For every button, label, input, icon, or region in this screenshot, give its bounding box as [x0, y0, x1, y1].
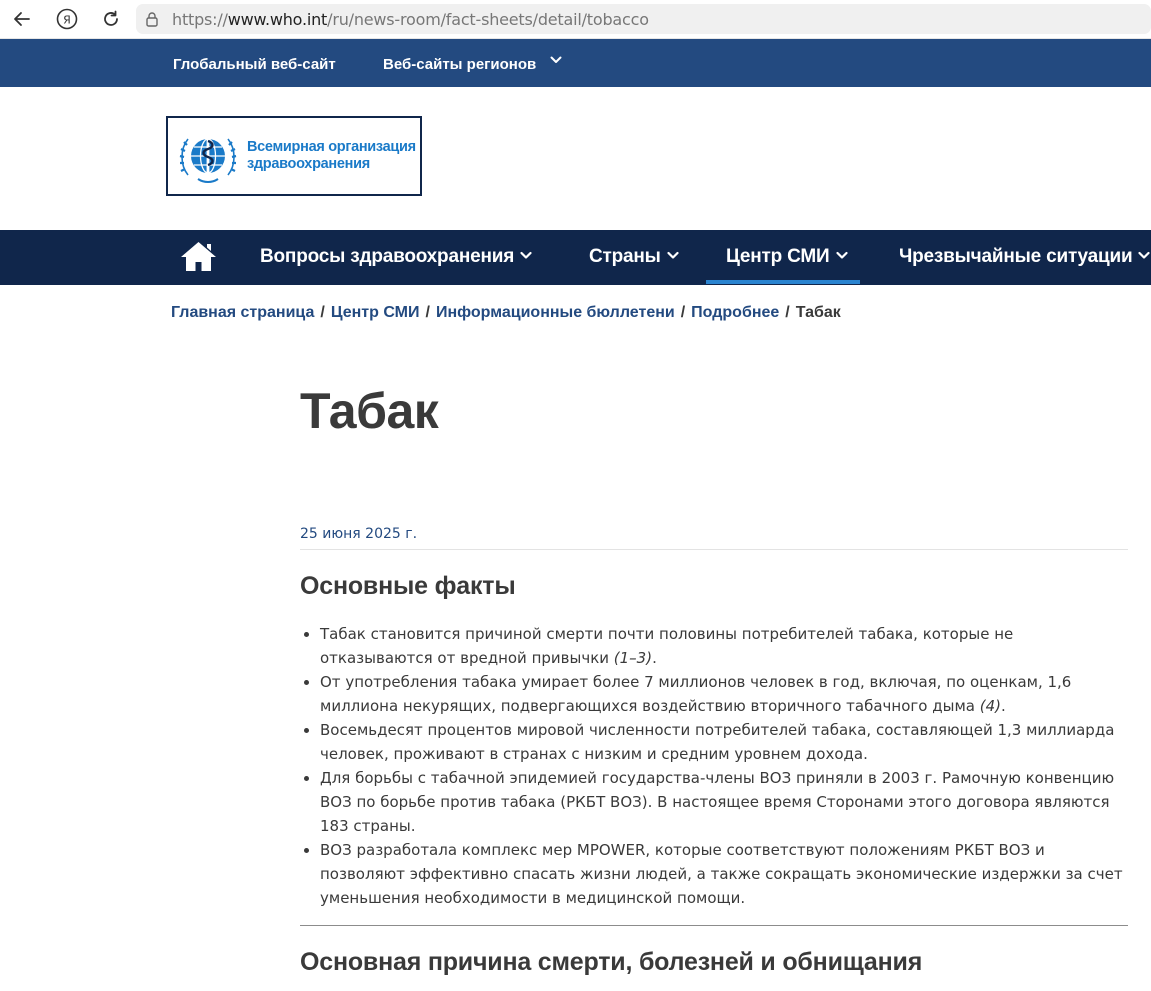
back-arrow-icon[interactable] [8, 5, 36, 33]
logo-text [247, 139, 416, 173]
breadcrumb [171, 304, 841, 322]
section-heading-leading-cause: Основная причина смерти, болезней и обнищания [300, 948, 923, 976]
nav-label: Центр СМИ [726, 246, 830, 267]
section-heading-key-facts: Основные факты [300, 572, 516, 600]
active-tab-indicator [706, 280, 860, 284]
nav-label: Чрезвычайные ситуации [899, 246, 1133, 267]
svg-text:Я: Я [63, 13, 71, 27]
reference-link[interactable]: (4) [979, 697, 1001, 715]
global-bar [0, 39, 1151, 87]
global-site-link[interactable]: Глобальный веб-сайт [173, 56, 336, 73]
breadcrumb-separator: / [680, 304, 686, 321]
chevron-down-icon[interactable] [550, 55, 562, 65]
main-navigation [0, 230, 1151, 285]
divider [300, 549, 1128, 550]
chevron-down-icon [667, 251, 679, 260]
chevron-down-icon [520, 251, 532, 260]
yandex-button[interactable] [53, 5, 81, 33]
breadcrumb-separator: / [785, 304, 790, 321]
who-logo[interactable] [166, 116, 422, 196]
chevron-down-icon [836, 251, 848, 260]
list-item: Табак становится причиной смерти почти половины потребителей табака, которые не отказываются от вредной привычки (1–3). [300, 622, 1128, 670]
browser-toolbar [0, 0, 1151, 39]
nav-newsroom[interactable] [726, 246, 848, 268]
list-item: ВОЗ разработала комплекс мер MPOWER, которые соответствуют положениям РКБТ ВОЗ и позволяют эффективно спасать жизни людей, а также сокращать экономические издержки за счет уменьшения необходимости в медицинской помощи. [300, 838, 1128, 910]
nav-countries[interactable] [589, 246, 679, 268]
reload-icon[interactable] [97, 5, 125, 33]
home-icon[interactable] [180, 240, 217, 273]
breadcrumb-detail[interactable]: Подробнее [691, 304, 780, 321]
breadcrumb-newsroom[interactable]: Центр СМИ [330, 304, 420, 321]
page-title: Табак [300, 383, 439, 439]
reference-link[interactable]: (1–3) [613, 649, 653, 667]
logo-line-1: Всемирная организация [247, 139, 416, 155]
nav-label: Вопросы здравоохранения [260, 246, 515, 267]
chevron-down-icon [1138, 251, 1150, 260]
key-facts-list [300, 622, 1128, 910]
nav-label: Страны [589, 246, 661, 267]
who-emblem-icon [176, 125, 240, 189]
breadcrumb-current: Табак [795, 304, 841, 321]
lock-icon [144, 11, 160, 27]
breadcrumb-fact-sheets[interactable]: Информационные бюллетени [435, 304, 675, 321]
yandex-icon [56, 8, 78, 30]
list-item: Восемьдесят процентов мировой численности потребителей табака, составляющей 1,3 миллиарда человек, проживают в странах с низким и средним уровнем дохода. [300, 718, 1128, 766]
breadcrumb-separator: / [320, 304, 325, 321]
regions-dropdown[interactable]: Веб-сайты регионов [383, 56, 537, 73]
list-item: От употребления табака умирает более 7 миллионов человек в год, включая, по оценкам, 1,6 миллиона некурящих, подвергающихся воздействию вторичного табачного дыма (4). [300, 670, 1128, 718]
address-bar[interactable] [136, 4, 1151, 34]
breadcrumb-separator: / [425, 304, 430, 321]
url-text: https://www.who.int/ru/news-room/fact-sheets/detail/tobacco [172, 10, 649, 29]
list-item: Для борьбы с табачной эпидемией государства-члены ВОЗ приняли в 2003 г. Рамочную конвенцию ВОЗ по борьбе против табака (РКБТ ВОЗ). В настоящее время Сторонами этого договора являются 183 страны. [300, 766, 1128, 838]
nav-emergencies[interactable] [899, 246, 1150, 268]
nav-health-topics[interactable] [260, 246, 532, 268]
publish-date: 25 июня 2025 г. [300, 526, 418, 542]
breadcrumb-home[interactable]: Главная страница [171, 304, 315, 321]
divider [300, 925, 1128, 926]
logo-line-2: здравоохранения [247, 156, 370, 172]
